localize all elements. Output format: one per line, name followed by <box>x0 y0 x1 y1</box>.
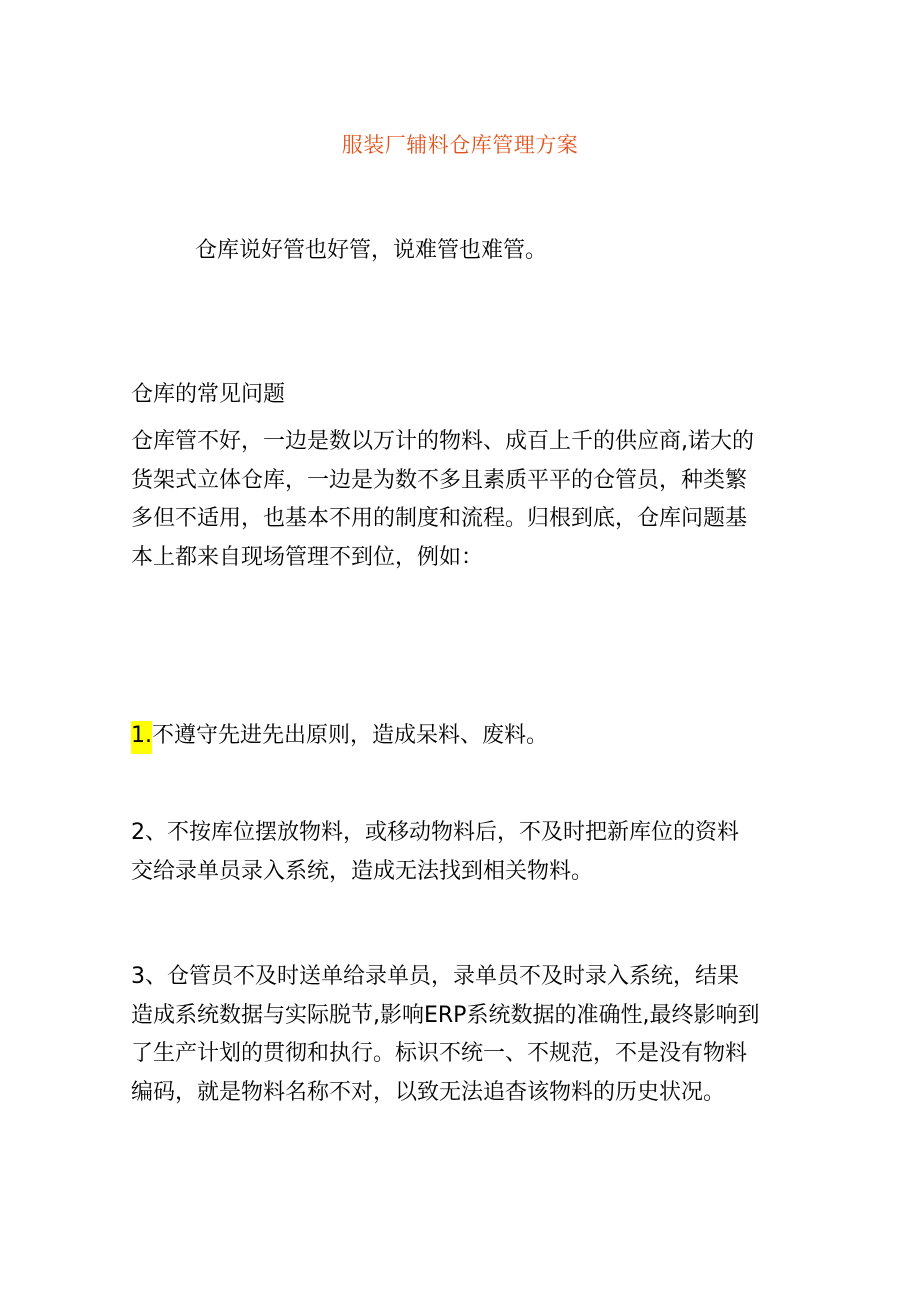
list-item-text: 不遵守先进先出原则，造成呆料、废料。 <box>152 723 549 748</box>
highlighted-item-number: 1. <box>131 721 152 754</box>
list-item-line: 了生产计划的贯彻和执行。标识不统一、不规范，不是没有物料 <box>131 1041 748 1066</box>
list-item-line: 交给录单员录入系统，造成无法找到相关物料。 <box>131 858 594 884</box>
list-item-1 <box>131 717 801 756</box>
paragraph-line: 货架式立体仓库，一边是为数不多且素质平平的仓管员，种类繁 <box>131 467 748 493</box>
list-item-line: 2、不按库位摆放物料，或移动物料后，不及时把新库位的资料 <box>131 820 739 845</box>
paragraph-line: 本上都来自现场管理不到位，例如： <box>131 544 484 570</box>
paragraph-line: 仓库管不好，一边是数以万计的物料、成百上千的供应商,诺大的 <box>131 429 754 454</box>
list-item-3 <box>131 958 801 1112</box>
document-title: 服装厂辅料仓库管理方案 <box>341 133 579 157</box>
intro-paragraph <box>131 423 801 577</box>
list-item-line: 造成系统数据与实际脱节,影响ERP系统数据的准确性,最终影响到 <box>131 1002 760 1028</box>
section-heading: 仓库的常见问题 <box>131 382 286 407</box>
list-item-line: 编码，就是物料名称不对，以致无法追杳该物料的历史状况。 <box>131 1079 726 1105</box>
intro-sentence: 仓库说好管也好管，说难管也难管。 <box>195 238 548 263</box>
paragraph-line: 多但不适用，也基本不用的制度和流程。归根到底，仓库问题基 <box>131 506 748 531</box>
list-item-2 <box>131 814 801 891</box>
list-item-line: 3、仓管员不及时送单给录单员，录单员不及时录入系统，结果 <box>131 964 739 989</box>
